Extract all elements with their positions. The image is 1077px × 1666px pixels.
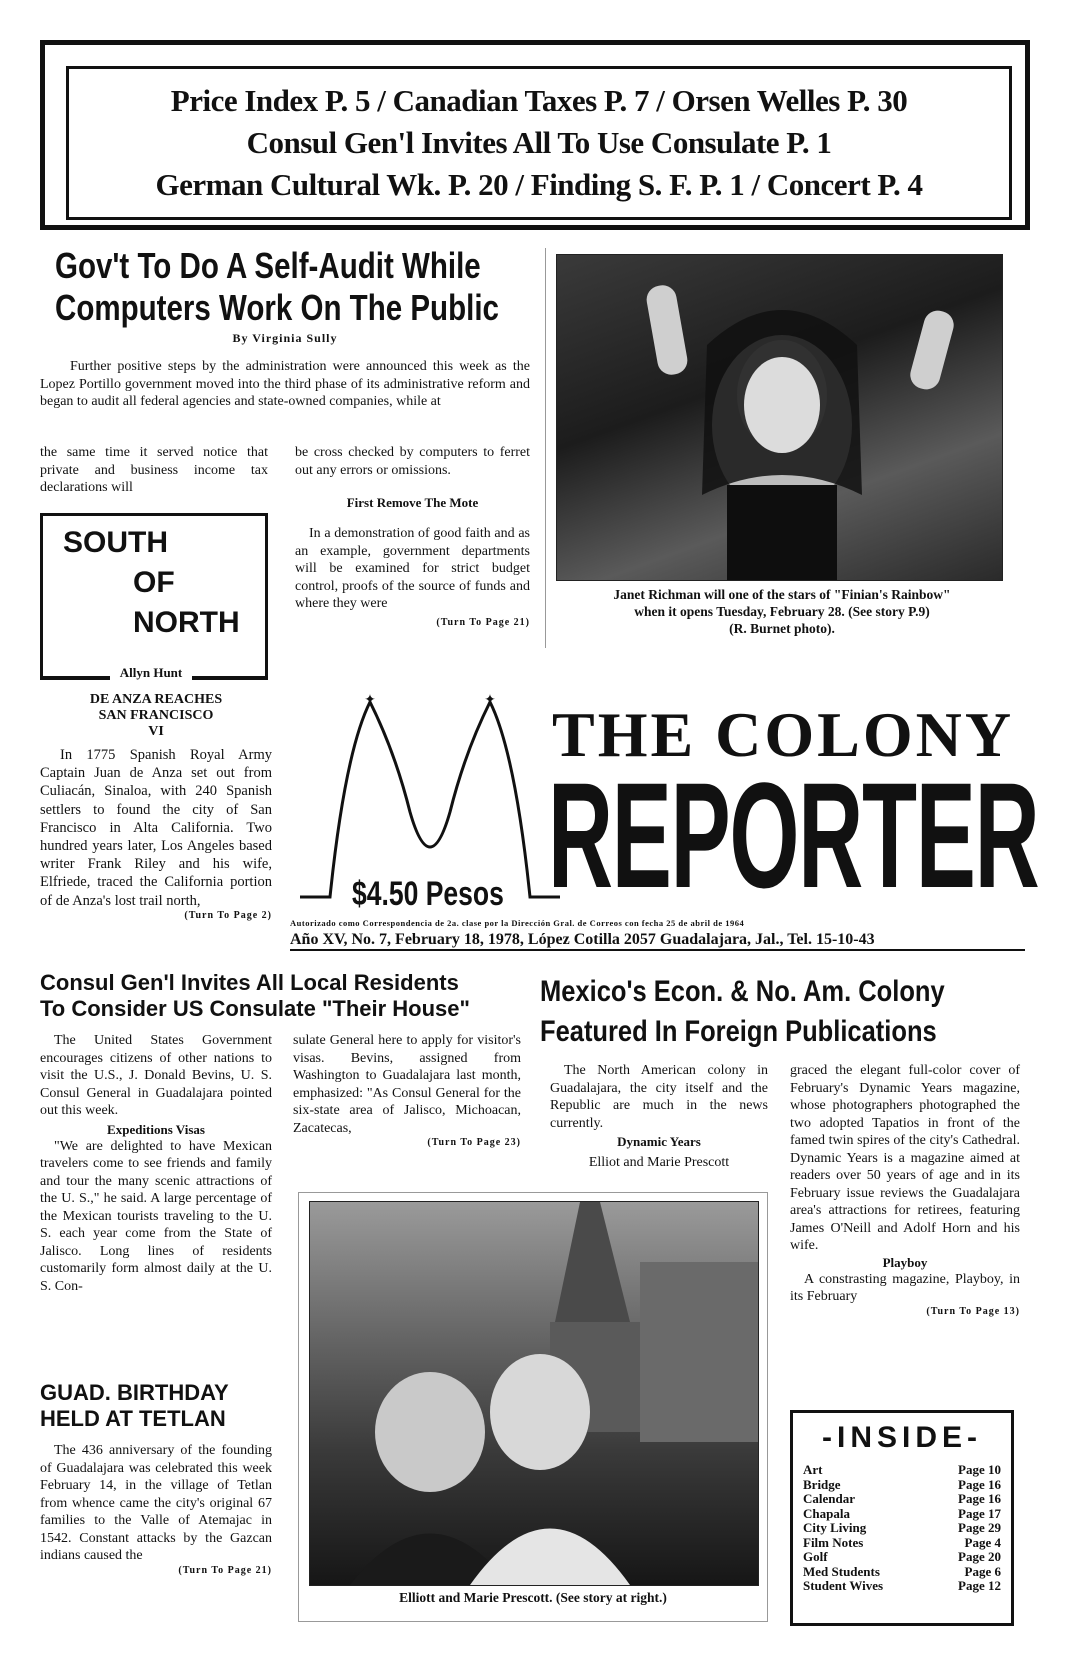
son-head3: VI xyxy=(148,724,164,739)
audit-byline: By Virginia Sully xyxy=(232,331,338,345)
birthday-headline-1: GUAD. BIRTHDAY xyxy=(40,1380,229,1405)
son-head1: DE ANZA REACHES xyxy=(89,692,223,707)
inside-item-page: Page 16 xyxy=(958,1491,1001,1506)
inside-item-label: Bridge xyxy=(803,1476,841,1492)
teaser-line-2: Consul Gen'l Invites All To Use Consulate P. 1 xyxy=(246,125,832,160)
inside-item[interactable] xyxy=(803,1507,1001,1522)
inside-item[interactable] xyxy=(803,1478,1001,1493)
svg-text:✦: ✦ xyxy=(364,692,376,708)
inside-item-page: Page 6 xyxy=(964,1563,1001,1579)
audit-headline-2: Computers Work On The Public xyxy=(55,287,499,328)
photo2-frame xyxy=(298,1192,768,1622)
son-line2: OF xyxy=(133,566,175,599)
inside-item[interactable] xyxy=(803,1492,1001,1507)
inside-item[interactable] xyxy=(803,1521,1001,1536)
consul-story xyxy=(40,970,530,1022)
inside-item-page: Page 29 xyxy=(958,1520,1001,1535)
birthday-headline-2: HELD AT TETLAN xyxy=(40,1406,226,1431)
photo-janet-richman-illustration xyxy=(557,255,1002,580)
audit-story xyxy=(40,245,530,411)
mexico-col1b: Elliot and Marie Prescott xyxy=(588,1155,730,1170)
inside-item-label: Film Notes xyxy=(803,1534,864,1550)
inside-item-label: Golf xyxy=(803,1549,828,1564)
son-text: In 1775 Spanish Royal Army Captain Juan de Anza set out from Culiacán, Sinaloa, with 240 Spanish settlers to found the city of San Francisco in Alta California. Two hundred years later, Los Angeles based writer Frank Riley and his wife, Elfriede, traced the California portion of de Anza's lost trail north, xyxy=(40,747,272,909)
inside-item-label: Art xyxy=(803,1462,823,1477)
inside-item-page: Page 4 xyxy=(964,1534,1001,1550)
consul-turn: (Turn To Page 23) xyxy=(427,1137,521,1148)
mexico-col1 xyxy=(550,1062,768,1172)
son-line3: NORTH xyxy=(133,606,240,639)
audit-col2 xyxy=(295,444,530,628)
inside-item-page: Page 10 xyxy=(958,1462,1001,1477)
teaser-line-3: German Cultural Wk. P. 20 / Finding S. F. P. 1 / Concert P. 4 xyxy=(155,167,923,202)
photo1-caption-2: when it opens Tuesday, February 28. (See story P.9) xyxy=(634,604,930,619)
photo2-caption: Elliott and Marie Prescott. (See story at right.) xyxy=(399,1590,667,1605)
consul-headline-1: Consul Gen'l Invites All Local Residents xyxy=(40,970,459,995)
inside-item-page: Page 12 xyxy=(958,1578,1001,1593)
masthead-price: $4.50 Pesos xyxy=(352,875,504,913)
inside-item[interactable] xyxy=(803,1565,1001,1580)
photo1-caption xyxy=(546,586,1018,637)
consul-subhead: Expeditions Visas xyxy=(107,1121,205,1137)
inside-box xyxy=(790,1410,1014,1626)
inside-item-label: Calendar xyxy=(803,1491,855,1506)
masthead-registration: Autorizado como Correspondencia de 2a. clase por la Dirección Gral. de Correos con fecha 25 de abril de 1964 xyxy=(290,918,745,928)
inside-item-page: Page 17 xyxy=(958,1505,1001,1521)
son-story xyxy=(40,692,272,921)
son-head2: SAN FRANCISCO xyxy=(98,708,214,723)
mexico-col2-text: graced the elegant full-color cover of February's Dynamic Years magazine, whose photographers photographed the two adopted Tapatios in front of the famed twin spires of the city's Cathedral. Dynamic Years is a magazine aimed at readers over 50 years of age and in its February issue reviews the Guadalajara area's attractions for retirees, featuring James O'Neill and Adolf Horn and his wife. xyxy=(790,1063,1020,1253)
mexico-story xyxy=(540,975,1020,1049)
consul-col2-text: sulate General here to apply for visitor's visas. Bevins, assigned from Washington to Guadalajara last month, emphasized: "As Consul General for the six-state area of Jalisco, Michoacan, Zacatecas, xyxy=(293,1033,521,1136)
mexico-subhead2: Playboy xyxy=(882,1254,928,1270)
birthday-turn: (Turn To Page 21) xyxy=(178,1564,272,1576)
audit-subhead: First Remove The Mote xyxy=(346,495,479,510)
son-rule-left xyxy=(40,676,110,680)
masthead-title-top: THE COLONY xyxy=(552,699,1015,770)
teaser-bottom-rule xyxy=(40,225,1030,230)
photo1-caption-3: (R. Burnet photo). xyxy=(729,621,835,636)
masthead-dateline: Año XV, No. 7, February 18, 1978, López Cotilla 2057 Guadalajara, Jal., Tel. 15-10-43 xyxy=(290,931,1025,951)
consul-col1 xyxy=(40,1032,272,1295)
photo1-caption-1: Janet Richman will one of the stars of "Finian's Rainbow" xyxy=(613,587,951,602)
inside-item[interactable] xyxy=(803,1550,1001,1565)
photo-prescotts-illustration xyxy=(310,1202,758,1585)
top-rule xyxy=(40,40,1030,45)
inside-item-label: Student Wives xyxy=(803,1578,884,1593)
mexico-headline-1: Mexico's Econ. & No. Am. Colony xyxy=(540,975,945,1008)
audit-lead: Further positive steps by the administration were announced this week as the Lopez Portillo government moved into the third phase of its administrative reform and began to audit all federal agencies and state-owned companies, while at xyxy=(40,359,530,409)
mexico-col2b: A constrasting magazine, Playboy, in its February xyxy=(790,1271,1020,1304)
son-rule-right xyxy=(192,676,268,680)
audit-turn: (Turn To Page 21) xyxy=(436,616,530,628)
inside-item-label: Chapala xyxy=(803,1505,850,1521)
audit-col2-text: be cross checked by computers to ferret out any errors or omissions. xyxy=(295,445,530,478)
son-line1: SOUTH xyxy=(63,526,168,559)
mexico-turn: (Turn To Page 13) xyxy=(926,1305,1020,1317)
inside-list xyxy=(803,1463,1001,1594)
right-rule xyxy=(1025,40,1030,230)
audit-headline-1: Gov't To Do A Self-Audit While xyxy=(55,245,481,286)
mexico-headline-2: Featured In Foreign Publications xyxy=(540,1015,937,1048)
mexico-col2 xyxy=(790,1062,1020,1317)
inside-item-page: Page 16 xyxy=(958,1476,1001,1492)
consul-col1b: "We are delighted to have Mexican travelers come to see friends and family and tour the many scenic attractions of the U. S.," he said. A large percentage of the Mexican tourists traveling to the U. S. each year come from the State of Jalisco. Long lines of residents customarily form almost daily at the U. S. Con- xyxy=(40,1138,272,1294)
audit-col1: the same time it served notice that private and business income tax declarations will xyxy=(40,445,268,495)
left-rule xyxy=(40,40,45,230)
inside-item[interactable] xyxy=(803,1579,1001,1594)
inside-title: -INSIDE- xyxy=(822,1421,982,1454)
teaser-line-1: Price Index P. 5 / Canadian Taxes P. 7 / Orsen Welles P. 30 xyxy=(170,83,908,118)
son-turn: (Turn To Page 2) xyxy=(184,909,272,921)
south-of-north-box xyxy=(40,513,268,676)
inside-item-page: Page 20 xyxy=(958,1549,1001,1564)
photo-prescotts xyxy=(309,1201,759,1586)
consul-headline-2: To Consider US Consulate "Their House" xyxy=(40,996,470,1021)
inside-item[interactable] xyxy=(803,1536,1001,1551)
consul-col1a: The United States Government encourages citizens of other nations to visit the U.S., J. Donald Bevins, U. S. Consul General in Guadalajara pointed out this week. xyxy=(40,1033,272,1118)
photo-janet-richman xyxy=(556,254,1003,581)
inside-item[interactable] xyxy=(803,1463,1001,1478)
birthday-text: The 436 anniversary of the founding of Guadalajara was celebrated this week February 14, in the village of Tetlan from whence came the city's original 67 families to the Valle of Atemajac in 1542. Constant attacks by the Gazcan indians caused the xyxy=(40,1443,272,1563)
birthday-story xyxy=(40,1380,272,1576)
inside-item-label: Med Students xyxy=(803,1563,880,1579)
inside-item-label: City Living xyxy=(803,1520,867,1535)
svg-text:✦: ✦ xyxy=(484,692,496,708)
teaser-box xyxy=(66,66,1012,220)
photo1-frame xyxy=(545,248,1018,648)
consul-col2 xyxy=(293,1032,521,1148)
audit-col2b: In a demonstration of good faith and as an example, government departments will be examined for strict budget control, proofs of the source of funds and where they were xyxy=(295,526,530,611)
mexico-col1-text: The North American colony in Guadalajara, the city itself and the Republic are much in the news currently. xyxy=(550,1063,768,1131)
mexico-subhead1: Dynamic Years xyxy=(617,1134,701,1149)
son-author: Allyn Hunt xyxy=(119,665,183,680)
masthead-title-main: REPORTER xyxy=(548,751,1039,919)
